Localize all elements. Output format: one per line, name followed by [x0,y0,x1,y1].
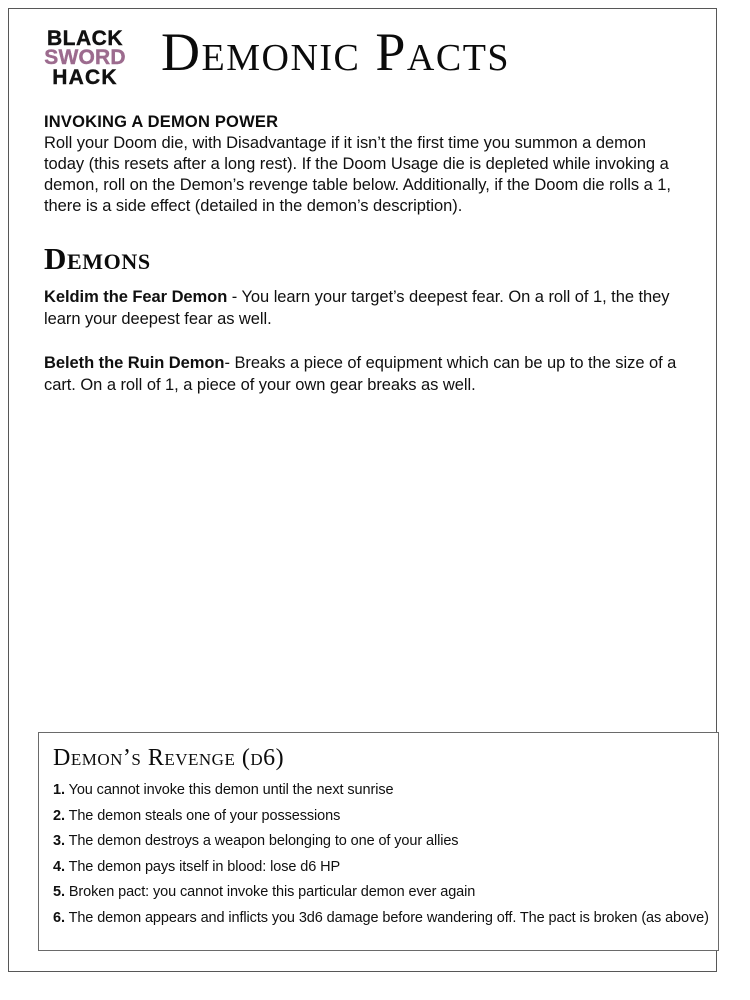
invoking-heading: INVOKING A DEMON POWER [44,113,279,131]
demon-entry [44,352,689,396]
list-item [53,782,704,798]
list-item-number: 2. [53,807,65,824]
demon-entry [44,286,689,330]
list-item-text: The demon steals one of your possessions [68,807,341,824]
list-item-text: The demon pays itself in blood: lose d6 HP [68,858,341,875]
logo-line-black: BLACK [47,27,123,50]
revenge-table-title: Demon’s Revenge (d6) [53,745,285,771]
list-item [53,909,709,926]
demons-heading: Demons [44,241,151,276]
list-item-number: 4. [53,858,65,875]
list-item [53,859,704,875]
list-item-text: You cannot invoke this demon until the next sunrise [68,782,394,799]
black-sword-hack-logo [31,29,139,87]
page-sheet [8,8,717,972]
list-item-text: The demon destroys a weapon belonging to one of your allies [68,833,459,850]
logo-line-hack: HACK [52,65,118,89]
page-title: Demonic Pacts [161,22,511,82]
list-item [53,884,704,900]
demon-description: - Breaks a piece of equipment which can be up to the size of a cart. On a roll of 1, a piece of your own gear breaks as well. [44,354,677,394]
revenge-table-list [39,782,718,926]
invoking-paragraph: Roll your Doom die, with Disadvantage if it isn’t the first time you summon a demon today (this resets after a long rest). If the Doom Usage die is depleted while invoking a demon, roll on the Demon’s revenge table below. Additionally, if the Doom die rolls a 1, there is a side effect (detailed in the demon’s description). [44,134,671,215]
demon-description: - You learn your target’s deepest fear. On a roll of 1, the they learn your deepest fear as well. [44,288,670,328]
demon-name: Keldim the Fear Demon [44,288,228,306]
page-content [44,113,689,396]
logo-line-sword: SWORD [44,46,126,70]
demons-revenge-table [38,732,719,951]
list-item [53,808,704,824]
list-item-text: Broken pact: you cannot invoke this particular demon ever again [68,884,476,901]
list-item-number: 3. [53,833,65,850]
list-item-number: 5. [53,884,65,901]
page-header [31,22,691,101]
list-item-number: 6. [53,909,65,926]
list-item-number: 1. [53,782,65,799]
demon-name: Beleth the Ruin Demon [44,354,225,372]
list-item [53,833,704,849]
list-item-text: The demon appears and inflicts you 3d6 damage before wandering off. The pact is broken (as above) [68,909,709,926]
